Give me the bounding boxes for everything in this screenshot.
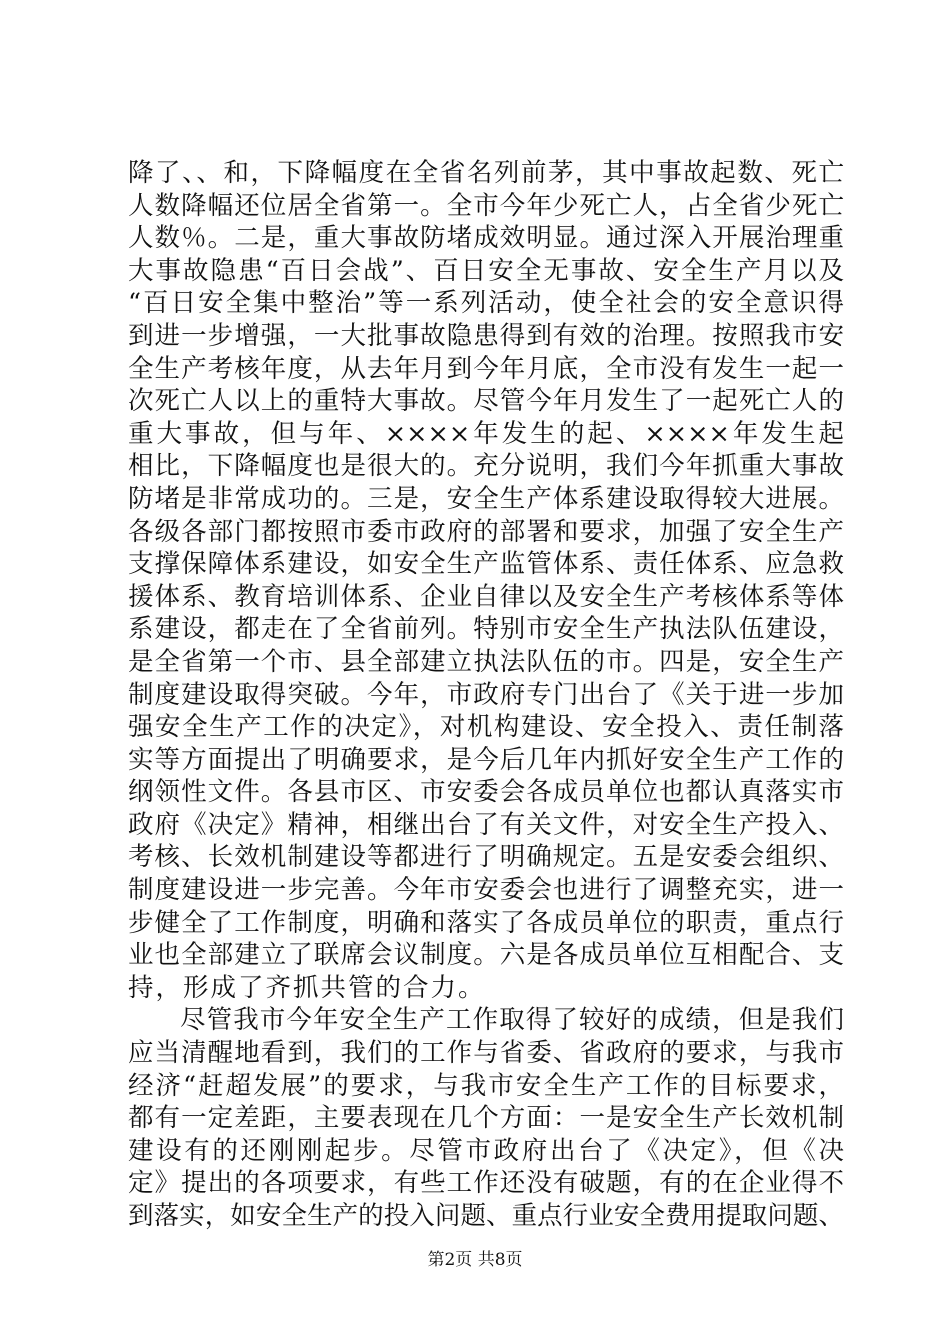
text-line: 持，形成了齐抓共管的合力。: [128, 972, 486, 1003]
text-line: 经济“赶超发展”的要求，与我市安全生产工作的目标要求，: [128, 1070, 844, 1101]
text-line: 相比，下降幅度也是很大的。充分说明，我们今年抓重大事故: [128, 451, 844, 482]
text-line: 全生产考核年度，从去年月到今年月底，全市没有发生一起一: [128, 353, 844, 384]
text-line: 建设有的还刚刚起步。尽管市政府出台了《决定》，但《决: [128, 1135, 844, 1166]
text-line: 制度建设进一步完善。今年市安委会也进行了调整充实，进一: [128, 875, 844, 906]
text-line: 援体系、教育培训体系、企业自律以及安全生产考核体系等体: [128, 581, 844, 612]
text-line: 政府《决定》精神，相继出台了有关文件，对安全生产投入、: [128, 809, 844, 840]
text-line: 业也全部建立了联席会议制度。六是各成员单位互相配合、支: [128, 940, 844, 971]
text-line: 大事故隐患“百日会战”、百日安全无事故、安全生产月以及: [128, 255, 844, 286]
text-line: 考核、长效机制建设等都进行了明确规定。五是安委会组织、: [128, 842, 844, 873]
page-footer: 第2页 共8页: [427, 1250, 523, 1270]
text-line: 步健全了工作制度，明确和落实了各成员单位的职责，重点行: [128, 907, 844, 938]
text-line: 人数％。二是，重大事故防堵成效明显。通过深入开展治理重: [128, 223, 844, 254]
text-line: 降了、、和，下降幅度在全省名列前茅，其中事故起数、死亡: [128, 158, 844, 188]
text-line: 系建设，都走在了全省前列。特别市安全生产执法队伍建设，: [128, 614, 844, 645]
text-line: 各级各部门都按照市委市政府的部署和要求，加强了安全生产: [128, 516, 844, 547]
text-line: 应当清醒地看到，我们的工作与省委、省政府的要求，与我市: [128, 1038, 844, 1069]
text-line: 重大事故，但与年、××××年发生的起、××××年发生起: [128, 418, 844, 449]
text-line: 定》提出的各项要求，有些工作还没有破题，有的在企业得不: [128, 1168, 844, 1199]
text-line: 实等方面提出了明确要求，是今后几年内抓好安全生产工作的: [128, 744, 844, 775]
text-line: 尽管我市今年安全生产工作取得了较好的成绩，但是我们: [180, 1005, 844, 1036]
document-body: [128, 157, 844, 1233]
text-line: “百日安全集中整治”等一系列活动，使全社会的安全意识得: [128, 288, 844, 319]
text-line: 制度建设取得突破。今年，市政府专门出台了《关于进一步加: [128, 679, 844, 710]
text-line: 次死亡人以上的重特大事故。尽管今年月发生了一起死亡人的: [128, 386, 844, 417]
text-line: 是全省第一个市、县全部建立执法队伍的市。四是，安全生产: [128, 646, 844, 677]
text-line: 人数降幅还位居全省第一。全市今年少死亡人，占全省少死亡: [128, 190, 844, 221]
text-line: 强安全生产工作的决定》，对机构建设、安全投入、责任制落: [128, 712, 844, 743]
text-line: 支撑保障体系建设，如安全生产监管体系、责任体系、应急救: [128, 549, 844, 580]
text-line: 到进一步增强，一大批事故隐患得到有效的治理。按照我市安: [128, 320, 844, 351]
text-line: 到落实，如安全生产的投入问题、重点行业安全费用提取问题、: [128, 1201, 844, 1231]
text-line: 防堵是非常成功的。三是，安全生产体系建设取得较大进展。: [128, 483, 844, 514]
text-line: 纲领性文件。各县市区、市安委会各成员单位也都认真落实市: [128, 777, 844, 808]
text-line: 都有一定差距，主要表现在几个方面：一是安全生产长效机制: [128, 1103, 844, 1134]
